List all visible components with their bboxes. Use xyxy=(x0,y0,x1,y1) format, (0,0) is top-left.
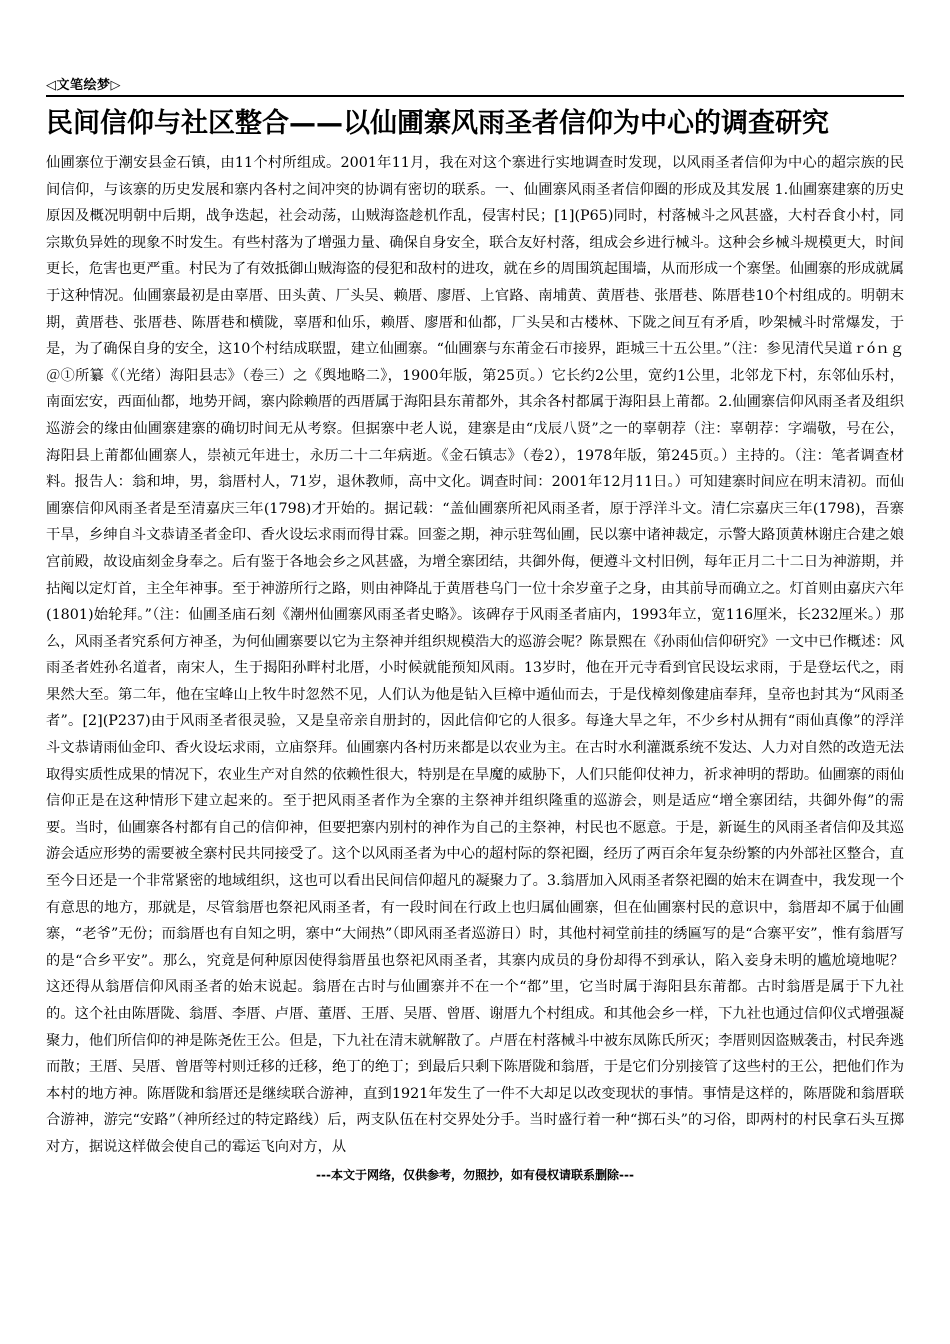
header-brand: ◁文笔绘梦▷ xyxy=(46,78,121,93)
header-divider xyxy=(46,95,904,97)
footer-disclaimer: ---本文于网络，仅供参考，勿照抄，如有侵权请联系删除--- xyxy=(316,1168,634,1182)
document-title: 民间信仰与社区整合——以仙圃寨风雨圣者信仰为中心的调查研究 xyxy=(46,108,829,139)
document-body: 仙圃寨位于潮安县金石镇，由11个村所组成。2001年11月，我在对这个寨进行实地调查时发现，以风雨圣者信仰为中心的超宗族的民间信仰，与该寨的历史发展和寨内各村之间冲突的协调有密切的联系。一、仙圃寨风雨圣者信仰圈的形成及其发展 1.仙圃寨建寨的历史原因及概况明朝中后期，战争迭起，社会动荡，山贼海盗趁机作乱，侵害村民；[1](P65)同时，村落械斗之风甚盛，大村吞食小村，同宗欺负异姓的现象不时发生。有些村落为了增强力量、确保自身安全，联合友好村落，组成会乡进行械斗。这种会乡械斗规模更大，时间更长，危害也更严重。村民为了有效抵御山贼海盗的侵犯和敌村的进攻，就在乡的周围筑起围墙，从而形成一个寨堡。仙圃寨的形成就属于这种情况。仙圃寨最初是由辜厝、田头黄、厂头吴、赖厝、廖厝、上官路、南埔黄、黄厝巷、张厝巷、陈厝巷10个村组成的。明朝末期，黄厝巷、张厝巷、陈厝巷和横陇，辜厝和仙乐，赖厝、廖厝和仙都，厂头吴和古楼林、下陇之间互有矛盾，吵架械斗时常爆发，于是，为了确保自身的安全，这10个村结成联盟，建立仙圃寨。“仙圃寨与东莆金石市接界，距城三十五公里。”（注：参见清代吴道ｒóｎｇ＠①所纂《（光绪）海阳县志》（卷三）之《舆地略二》，1900年版，第25页。）它长约2公里，宽约1公里，北邻龙下村，东邻仙乐村，南面宏安，西面仙都，地势开阔，寨内除赖厝的西厝属于海阳县东莆都外，其余各村都属于海阳县上莆都。2.仙圃寨信仰风雨圣者及组织巡游会的缘由仙圃寨建寨的确切时间无从考察。但据寨中老人说，建寨是由“戊辰八贤”之一的辜朝荐（注：辜朝荐：字端敬，号在公，海阳县上莆都仙圃寨人，崇祯元年进士，永历二十二年病逝。《金石镇志》（卷2），1978年版，第245页。）主持的。（注：笔者调查材料。报告人：翁和坤，男，翁厝村人，71岁，退休教师，高中文化。调查时间：2001年12月11日。）可知建寨时间应在明末清初。而仙圃寨信仰风雨圣者是至清嘉庆三年(1798)才开始的。据记载：“盖仙圃寨所祀风雨圣者，原于浮洋斗文。清仁宗嘉庆三年(1798)，吾寨干旱，乡绅自斗文恭请圣者金印、香火设坛求雨而得甘霖。回銮之期，神示驻驾仙圃，民以寨中诸神裁定，示警大路顶黄林谢庄合建之娘宫前殿，故设庙刻金身奉之。后有鉴于各地会乡之风甚盛，为增全寨团结，共御外侮，便遵斗文村旧例，每年正月二十二日为神游期，并拈阄以定灯首，主全年神事。至于神游所行之路，则由神降乩于黄厝巷乌门一位十余岁童子之身，由其前导而确立之。灯首则由嘉庆六年(1801)始轮拜。”（注：仙圃圣庙石刻《潮州仙圃寨风雨圣者史略》。该碑存于风雨圣者庙内，1993年立，宽116厘米，长232厘米。）那么，风雨圣者究系何方神圣，为何仙圃寨要以它为主祭神并组织规模浩大的巡游会呢？陈景熙在《孙雨仙信仰研究》一文中已作概述：风雨圣者姓孙名道者，南宋人，生于揭阳孙畔村北厝，小时候就能预知风雨。13岁时，他在开元寺看到官民设坛求雨，于是登坛代之，雨果然大至。第二年，他在宝峰山上牧牛时忽然不见，人们认为他是钻入巨樟中遁仙而去，于是伐樟刻像建庙奉拜，皇帝也封其为“风雨圣者”。[2](P237)由于风雨圣者很灵验，又是皇帝亲自册封的，因此信仰它的人很多。每逢大旱之年，不少乡村从拥有“雨仙真像”的浮洋斗文恭请雨仙金印、香火设坛求雨，立庙祭拜。仙圃寨内各村历来都是以农业为主。在古时水利灌溉系统不发达、人力对自然的改造无法取得实质性成果的情况下，农业生产对自然的依赖性很大，特别是在旱魔的威胁下，人们只能仰仗神力，祈求神明的帮助。仙圃寨的雨仙信仰正是在这种情形下建立起来的。至于把风雨圣者作为全寨的主祭神并组织隆重的巡游会，则是适应“增全寨团结，共御外侮”的需要。当时，仙圃寨各村都有自己的信仰神，但要把寨内别村的神作为自己的主祭神，村民也不愿意。于是，新诞生的风雨圣者信仰及其巡游会适应形势的需要被全寨村民共同接受了。这个以风雨圣者为中心的超村际的祭祀圈，经历了两百余年复杂纷繁的内外部社区整合，直至今日还是一个非常紧密的地域组织，这也可以看出民间信仰超凡的凝聚力了。3.翁厝加入风雨圣者祭祀圈的始末在调查中，我发现一个有意思的地方，那就是，尽管翁厝也祭祀风雨圣者，有一段时间在行政上也归属仙圃寨，但在仙圃寨村民的意识中，翁厝却不属于仙圃寨，“老爷”无份；而翁厝也有自知之明，寨中“大闹热”（即风雨圣者巡游日）时，其他村祠堂前挂的绣匾写的是“合寨平安”，惟有翁厝写的是“合乡平安”。那么，究竟是何种原因使得翁厝虽也祭祀风雨圣者，其寨内成员的身份却得不到承认，陷入妾身未明的尴尬境地呢？这还得从翁厝信仰风雨圣者的始末说起。翁厝在古时与仙圃寨并不在一个“都”里，它当时属于海阳县东莆都。古时翁厝是属于下九社的。这个社由陈厝陇、翁厝、李厝、卢厝、董厝、王厝、吴厝、曾厝、谢厝九个村组成。和其他会乡一样，下九社也通过信仰仪式增强凝聚力，他们所信仰的神是陈尧佐王公。但是，下九社在清末就解散了。卢厝在村落械斗中被东凤陈氏所灭；李厝则因盗贼袭击，村民奔逃而散；王厝、吴厝、曾厝等村则迁移的迁移，绝丁的绝丁；到最后只剩下陈厝陇和翁厝，于是它们分别接管了这些村的王公，把他们作为本村的地方神。陈厝陇和翁厝还是继续联合游神，直到1921年发生了一件不大却足以改变现状的事情。事情是这样的，陈厝陇和翁厝联合游神，游完“安路”（神所经过的特定路线）后，两支队伍在村交界处分手。当时盛行着一种“掷石头”的习俗，即两村的村民拿石头互掷对方，据说这样做会使自己的霉运飞向对方，从 xyxy=(46,155,904,1155)
